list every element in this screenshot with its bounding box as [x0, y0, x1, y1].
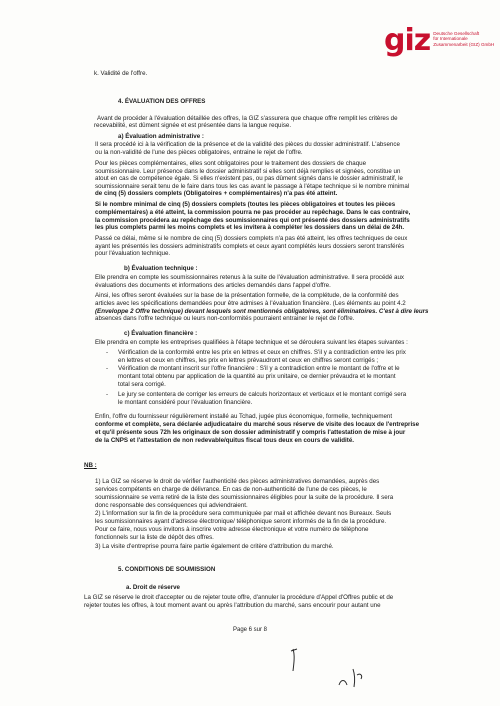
- paragraph-line: évaluations des documents et informations des articles demandés dans l'appel d'offre.: [95, 282, 331, 289]
- bullet-dash: -: [106, 365, 109, 372]
- bullet-line: Vérification de montant inscrit sur l'offre financière : S'il y a contradiction entre le montant de l'offre et le: [118, 365, 400, 372]
- section-4-heading: 4. ÉVALUATION DES OFFRES: [118, 98, 206, 105]
- handwritten-initial-mark: [285, 645, 305, 675]
- giz-logo-mark: giz: [384, 23, 431, 58]
- giz-logo-text: Deutsche Gesellschaft für Internationale Zusammenarbeit (GIZ) GmbH: [433, 31, 495, 47]
- paragraph-line: ayant les présentés les dossiers administratifs complets et ceux ayant complétés leurs dossiers seront transférés: [95, 243, 405, 250]
- paragraph-line: Elle prendra en compte les soumissionnaires retenus à la suite de l'évaluation administrative. Il sera procédé aux: [95, 274, 405, 281]
- paragraph-line: Avant de procéder à l'évaluation détaillée des offres, la GIZ s'assurera que chaque offre remplit les critères de: [97, 115, 398, 122]
- paragraph-line: Si le nombre minimal de cinq (5) dossiers complets (toutes les pièces obligatoires et toutes les pièces: [95, 201, 396, 208]
- paragraph-line: Ainsi, les offres seront évaluées sur la base de la présentation formelle, de la complétude, de la conformité des: [95, 292, 399, 299]
- bullet-line: en lettres et ceux en chiffres, les prix en lettres prévaudront et ceux en chiffres seront corrigés ;: [118, 357, 379, 364]
- page-number: Page 6 sur 8: [232, 627, 268, 633]
- bullet-line: Vérification de la conformité entre les prix en lettres et ceux en chiffres. S'il y a contradiction entre les prix: [118, 349, 406, 356]
- note-line: services compétents en charge de délivrance. En cas de non-authenticité de l'une de ces pièces, le: [95, 486, 367, 493]
- note-line: 3) La visite d'entreprise pourra faire partie également de critère d'attribution du marché.: [95, 543, 334, 550]
- paragraph-line: soumissionnaire serait tenu de le faire dans tous les cas avant le passage à l'étape technique si le nombre minimal: [95, 183, 410, 190]
- giz-logo: [384, 23, 495, 58]
- note-line: 2) L'information sur la fin de la procédure sera communiquée par mail et affichée devant nos Bureaux. Seuls: [95, 510, 392, 517]
- note-line: Pour ce faire, nous vous invitons à inscrire votre adresse électronique et votre numéro de téléphone: [95, 526, 369, 533]
- bullet-line: total sera corrigé.: [118, 381, 166, 388]
- note-line: fonctionnels sur la liste de dépôt des offres.: [95, 534, 214, 541]
- subsection-a-heading: a) Évaluation administrative :: [118, 133, 204, 140]
- paragraph-line: les plus complets parmi les moins complets et les invitera à compléter les dossiers dans un délai de 24h.: [95, 224, 405, 231]
- paragraph-line: complémentaires) a été atteint, la commission pourra ne pas procéder au repêchage. Dans le cas contraire,: [95, 209, 411, 216]
- list-item-validite: k. Validité de l'offre.: [94, 70, 148, 77]
- bullet-line: le montant considéré pour l'évaluation financière.: [118, 399, 253, 406]
- bullet-dash: -: [106, 391, 109, 398]
- paragraph-line: Elle prendra en compte les entreprises qualifiées à l'étape technique et se déroulera suivant les étapes suivantes :: [95, 339, 408, 346]
- nb-heading: NB :: [84, 462, 97, 469]
- paragraph-line: soumissionnaire. Leur présence dans le dossier administratif si elles sont déjà remplies et signées, constitue un: [95, 168, 401, 175]
- paragraph-line: ou la non-validité de l'une des pièces obligatoires, entraine le rejet de l'offre.: [95, 149, 303, 156]
- bullet-dash: -: [106, 349, 109, 356]
- paragraph-line: absences dans l'offre technique ou leurs non-conformités pourraient entrainer le rejet de l'offre.: [95, 315, 355, 322]
- bullet-line: montant total obtenu par application de la quantité au prix unitaire, ce dernier prévaudra et le montant: [118, 373, 396, 380]
- paragraph-line: et qu'il présente sous 72h les originaux de son dossier administratif y compris l'attestation de mise à jour: [95, 429, 406, 436]
- paragraph-line: la commission procédera au repêchage des soumissionnaires qui ont présenté des dossiers administratifs: [95, 217, 410, 224]
- paragraph-line: pour l'évaluation technique.: [95, 250, 171, 257]
- note-line: 1) La GIZ se réserve le droit de vérifier l'authenticité des pièces administratives demandées, auprès des: [95, 478, 380, 485]
- paragraph-line: La GIZ se réserve le droit d'accepter ou de rejeter toute offre, d'annuler la procédure d'Appel d'Offres public et de: [84, 594, 394, 601]
- bullet-line: Le jury se contentera de corriger les erreurs de calculs horizontaux et verticaux et le montant corrigé sera: [118, 391, 407, 398]
- paragraph-line: Enfin, l'offre du fournisseur régulièrement installé au Tchad, jugée plus économique, formelle, techniquement: [95, 413, 393, 420]
- paragraph-line: Pour les pièces complémentaires, elles sont obligatoires pour le traitement des dossiers de chaque: [95, 160, 367, 167]
- paragraph-line: articles avec les spécifications demandées pour être admises à l'évaluation financière. (Les éléments au point 4.2: [95, 300, 406, 307]
- paragraph-line: rejeter toutes les offres, à tout moment avant ou après l'attribution du marché, sans encourir pour autant une: [84, 602, 381, 609]
- note-line: les soumissionnaires ayant d'adresse électronique/ téléphonique seront informés de la fin de la procédure.: [95, 518, 387, 525]
- paragraph-line: recevabilité, est dûment signée et est présentée dans la langue requise.: [94, 122, 292, 129]
- paragraph-line: Il sera procédé ici à la vérification de la présence et de la validité des pièces du dossier administratif. L'absence: [95, 141, 400, 148]
- paragraph-line: atout en cas de compétence égale. Si elles n'existent pas, ou pas dûment signés dans le dossier administratif, le: [95, 175, 403, 182]
- paragraph-line: conforme et complète, sera déclarée adjudicataire du marché sous réserve de visite des locaux de l'entreprise: [95, 421, 420, 428]
- section-5-heading: 5. CONDITIONS DE SOUMISSION: [118, 566, 216, 573]
- subsection-5a-heading: a. Droit de réserve: [126, 584, 180, 591]
- paragraph-line: de cinq (5) dossiers complets (Obligatoires + complémentaires) n'a pas été atteint.: [95, 190, 338, 197]
- note-line: donc responsable des conséquences qui adviendraient.: [95, 502, 248, 509]
- paragraph-line: (Enveloppe 2 Offre technique) devant lesquels sont mentionnés obligatoires, sont éliminatoires. C'est à dire leurs: [95, 308, 429, 315]
- note-line: soumissionnaire se verra retiré de la liste des soumissionnaires éligibles pour la suite de la procédure. Il sera: [95, 494, 394, 501]
- paragraph-line: de la CNPS et l'attestation de non redevable/quitus fiscal tous deux en cours de validité.: [95, 437, 355, 444]
- subsection-c-heading: c) Évaluation financière :: [124, 330, 198, 337]
- handwritten-signature-mark: [335, 665, 375, 691]
- paragraph-line: Passé ce délai, même si le nombre de cinq (5) dossiers complets n'a pas été atteint, les offres techniques de ceux: [95, 235, 408, 242]
- subsection-b-heading: b) Évaluation technique :: [124, 265, 198, 272]
